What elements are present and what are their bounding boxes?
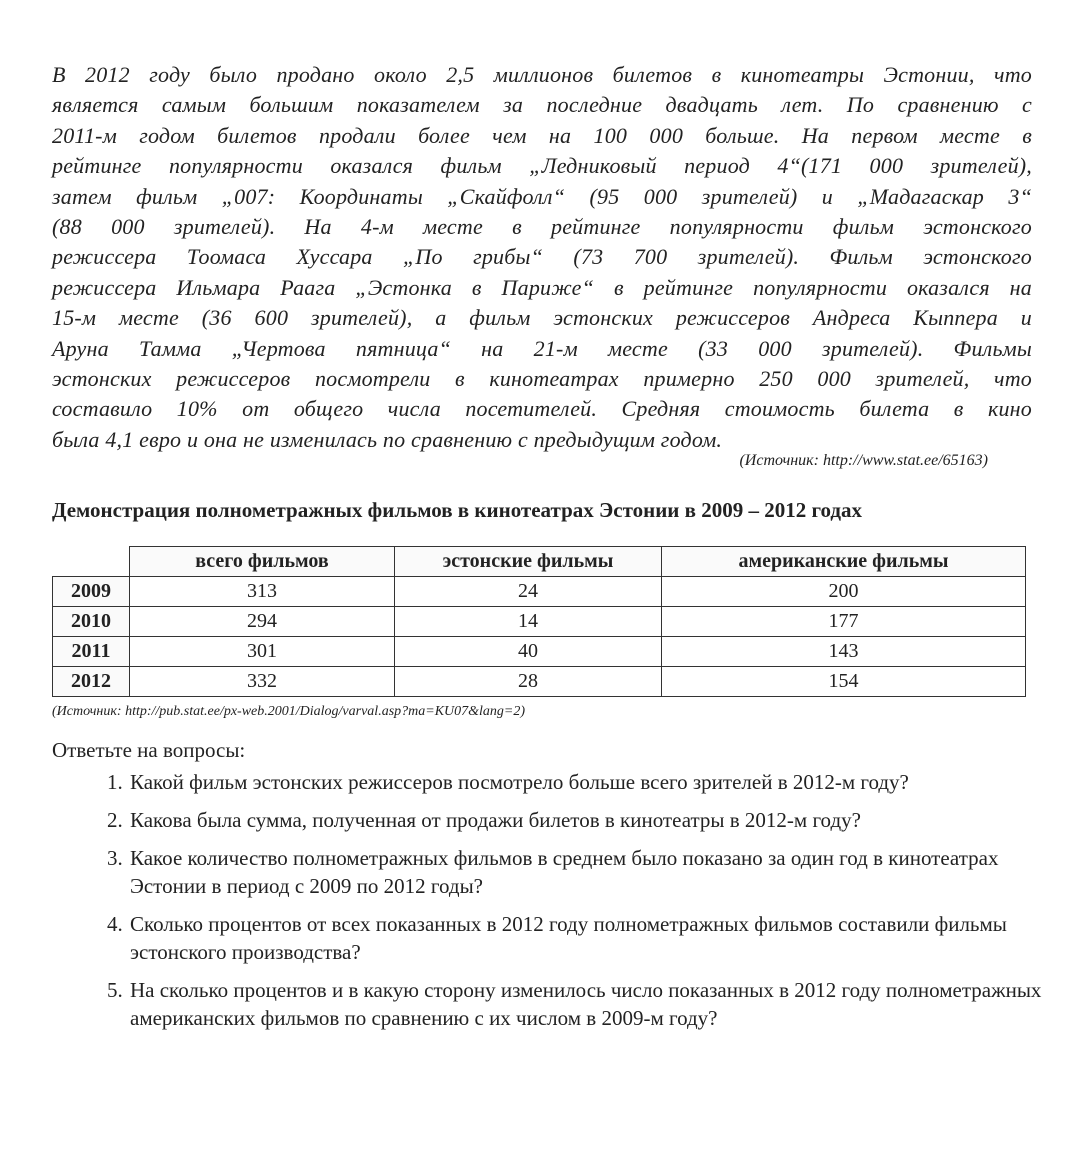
- table-row: [53, 667, 1026, 697]
- paragraph-line: Аруна Тамма „Чертова пятница“ на 21-м месте (33 000 зрителей). Фильмы: [52, 335, 1032, 361]
- table-cell: 177: [662, 607, 1026, 637]
- question-item: 5. На сколько процентов и в какую сторону изменилось число показанных в 2012 году полнометражных американских фильмов по сравнению с их числом в 2009-м году?: [128, 976, 1048, 1032]
- table-cell: 301: [130, 637, 395, 667]
- table-cell: 14: [395, 607, 662, 637]
- table-cell: 154: [662, 667, 1026, 697]
- table-cell: 313: [130, 577, 395, 607]
- table-cell: 143: [662, 637, 1026, 667]
- questions-list: [88, 768, 1048, 1042]
- table-cell: 24: [395, 577, 662, 607]
- paragraph-line: (88 000 зрителей). На 4-м месте в рейтинге популярности фильм эстонского: [52, 213, 1032, 239]
- paragraph-line: В 2012 году было продано около 2,5 миллионов билетов в кинотеатры Эстонии, что: [52, 62, 1032, 87]
- table-cell: 40: [395, 637, 662, 667]
- year-cell: 2009: [53, 577, 130, 607]
- table-cell: 200: [662, 577, 1026, 607]
- paragraph-line: была 4,1 евро и она не изменилась по сравнению с предыдущим годом.: [52, 426, 723, 452]
- table-row: [53, 637, 1026, 667]
- year-cell: 2012: [53, 667, 130, 697]
- table-source-citation: (Источник: http://pub.stat.ee/px-web.2001/Dialog/varval.asp?ma=KU07&lang=2): [52, 704, 526, 719]
- paragraph-line: составило 10% от общего числа посетителей. Средняя стоимость билета в кино: [52, 396, 1032, 422]
- question-item: 3. Какое количество полнометражных фильмов в среднем было показано за один год в кинотеатрах Эстонии в период с 2009 по 2012 годы?: [128, 844, 1048, 900]
- paragraph-line: режиссера Тоомаса Хуссара „По грибы“ (73 700 зрителей). Фильм эстонского: [52, 244, 1032, 270]
- films-table: [52, 546, 1026, 697]
- corner-cell: [53, 547, 130, 577]
- column-header: эстонские фильмы: [395, 547, 662, 577]
- table-cell: 294: [130, 607, 395, 637]
- question-item: 2. Какова была сумма, полученная от продажи билетов в кинотеатры в 2012-м году?: [128, 806, 1048, 834]
- paragraph-line: затем фильм „007: Координаты „Скайфолл“ (95 000 зрителей) и „Мадагаскар 3“: [52, 183, 1032, 209]
- table-row: [53, 577, 1026, 607]
- paragraph-line: эстонских режиссеров посмотрели в кинотеатрах примерно 250 000 зрителей, что: [52, 365, 1032, 391]
- table-cell: 332: [130, 667, 395, 697]
- paragraph-line: рейтинге популярности оказался фильм „Ледниковый период 4“(171 000 зрителей),: [52, 153, 1032, 179]
- year-cell: 2010: [53, 607, 130, 637]
- paragraph-line: является самым большим показателем за последние двадцать лет. По сравнению с: [52, 92, 1032, 118]
- column-header: всего фильмов: [130, 547, 395, 577]
- question-item: 1. Какой фильм эстонских режиссеров посмотрело больше всего зрителей в 2012-м году?: [128, 768, 1048, 796]
- table-cell: 28: [395, 667, 662, 697]
- intro-paragraph: [52, 60, 1032, 455]
- paragraph-line: режиссера Ильмара Раага „Эстонка в Париже“ в рейтинге популярности оказался на: [52, 274, 1032, 300]
- paragraph-line: 2011-м годом билетов продали более чем на 100 000 больше. На первом месте в: [52, 122, 1032, 148]
- table-row: [53, 607, 1026, 637]
- table-title: Демонстрация полнометражных фильмов в кинотеатрах Эстонии в 2009 – 2012 годах: [52, 498, 863, 522]
- paragraph-line: 15-м месте (36 600 зрителей), а фильм эстонских режиссеров Андреса Кыппера и: [52, 305, 1032, 331]
- table-header-row: [53, 547, 1026, 577]
- question-item: 4. Сколько процентов от всех показанных в 2012 году полнометражных фильмов составили фильмы эстонского производства?: [128, 910, 1048, 966]
- questions-heading: Ответьте на вопросы:: [52, 738, 246, 762]
- source-citation: (Источник: http://www.stat.ee/65163): [739, 452, 988, 469]
- year-cell: 2011: [53, 637, 130, 667]
- column-header: американские фильмы: [662, 547, 1026, 577]
